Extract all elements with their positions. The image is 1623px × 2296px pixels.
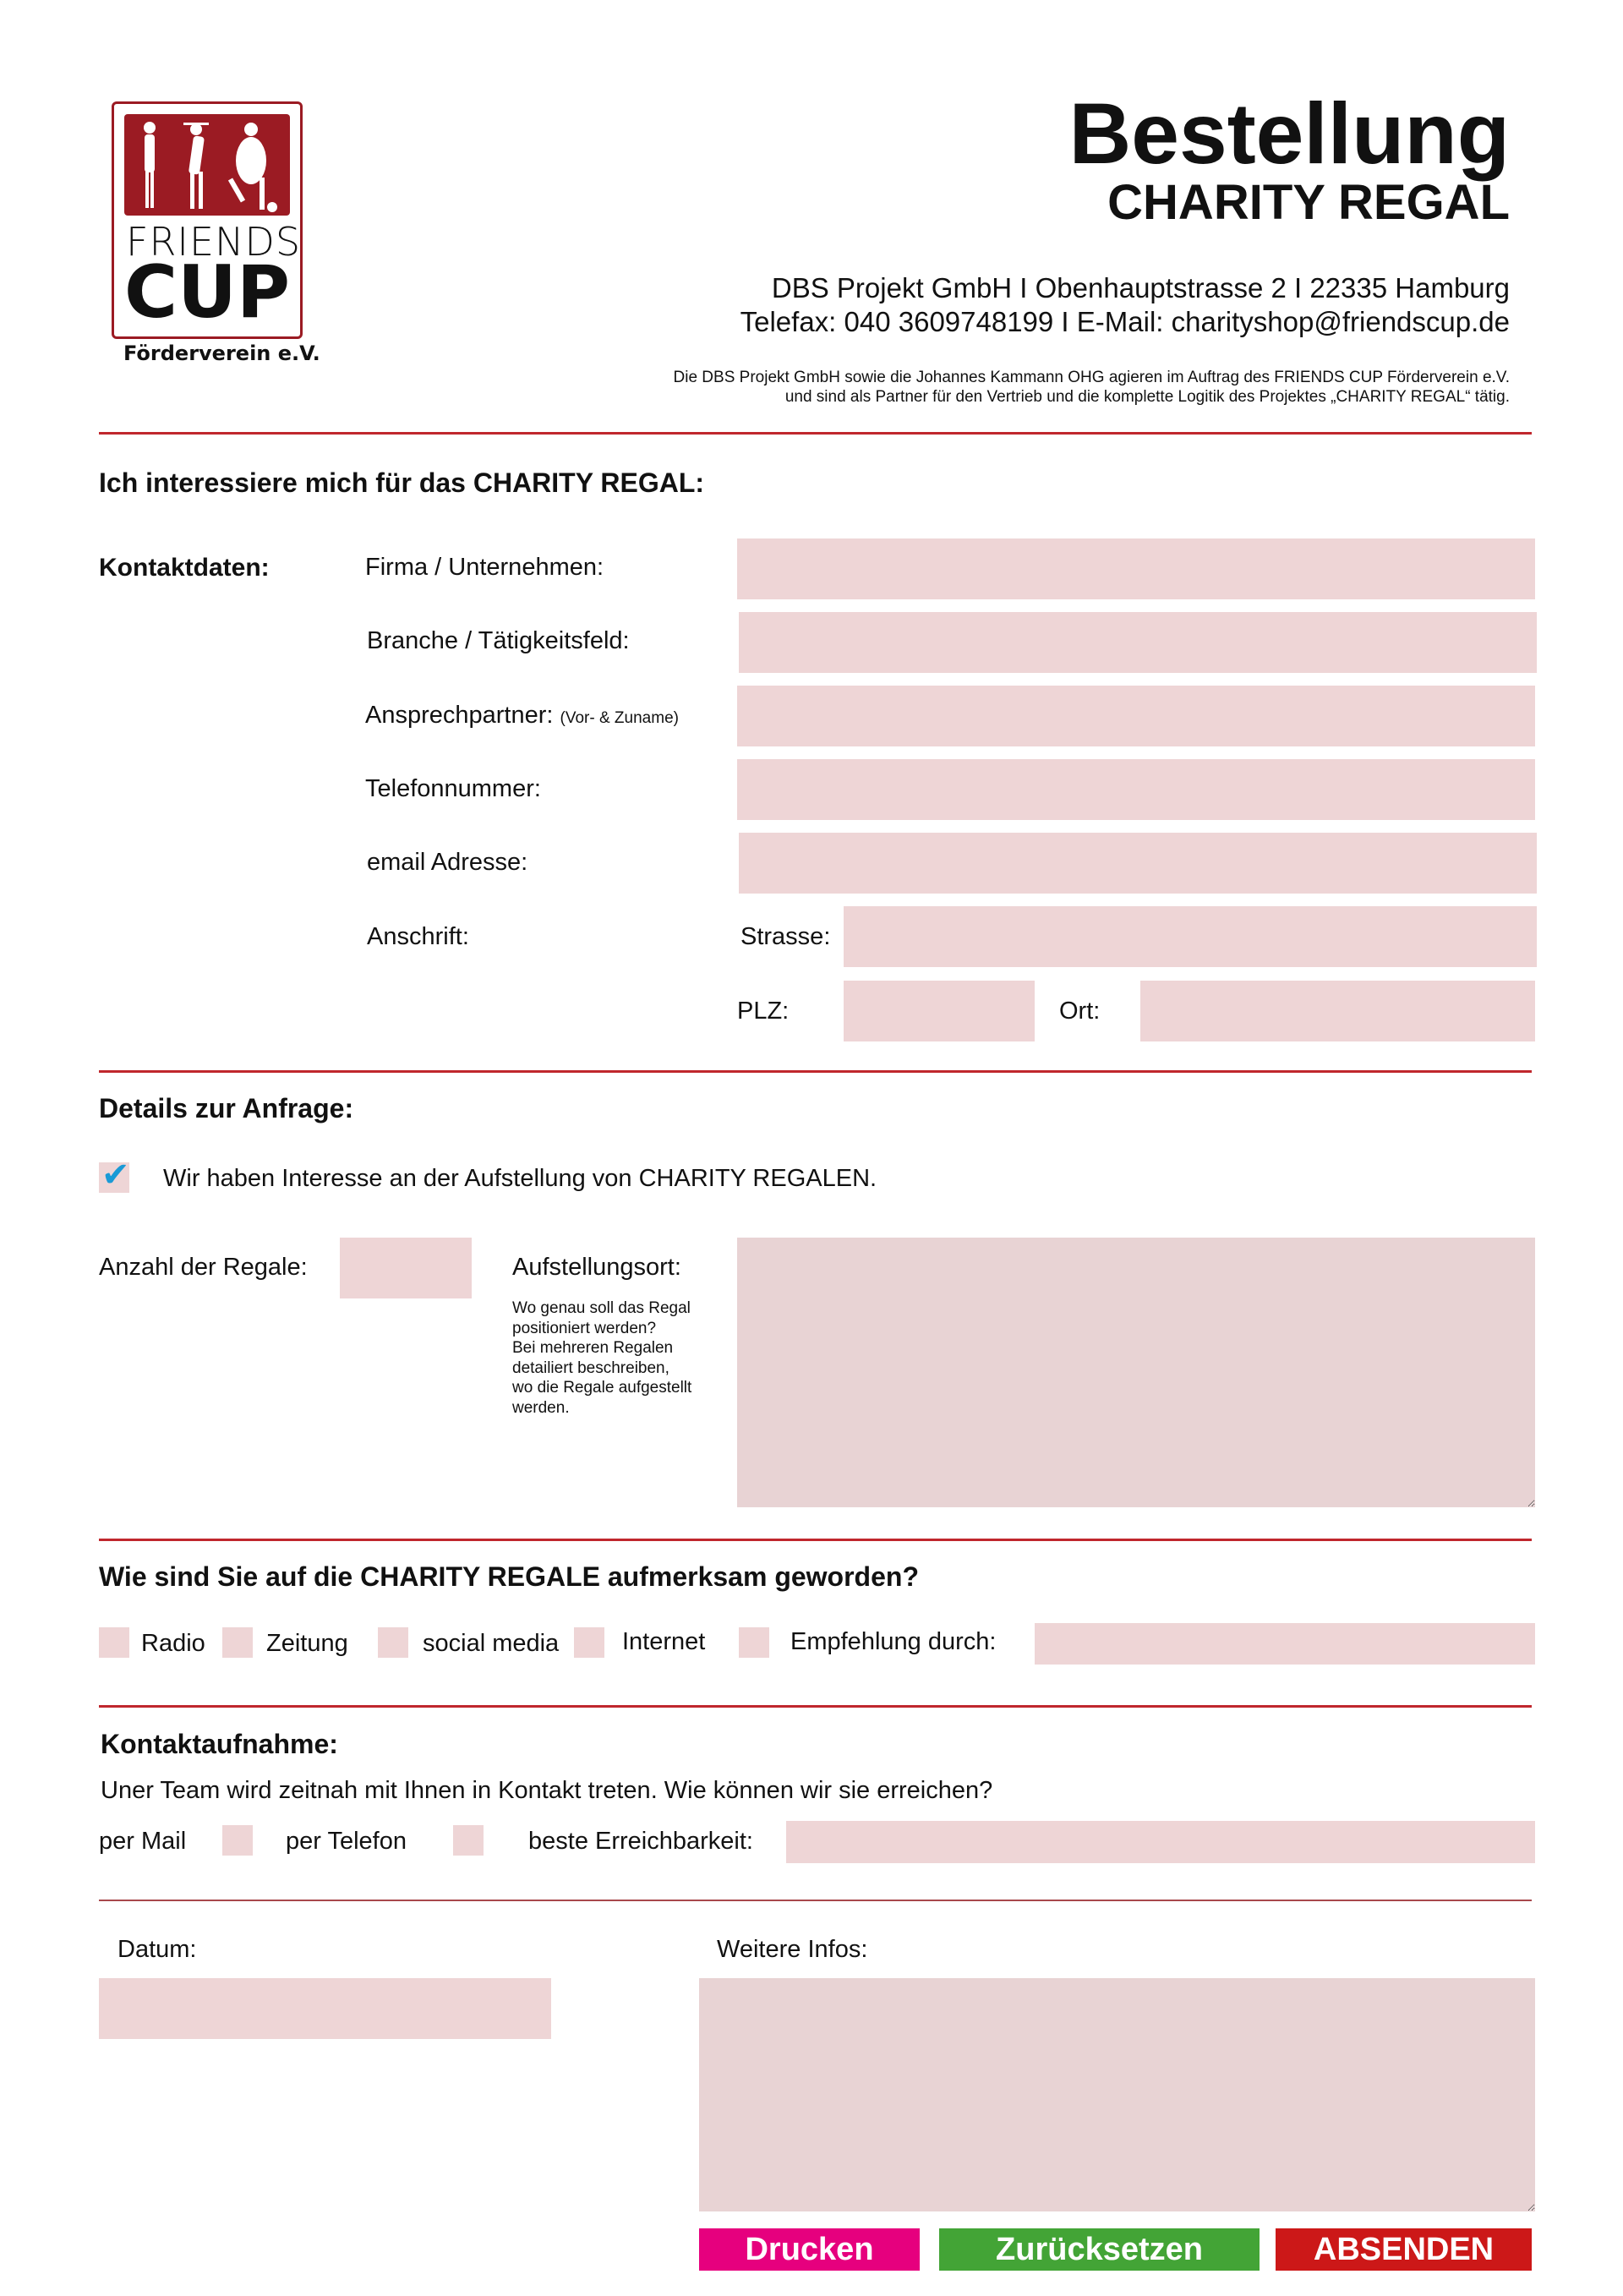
internet-checkbox[interactable]: [574, 1627, 604, 1658]
interest-checkbox[interactable]: [99, 1156, 130, 1194]
email-input[interactable]: [739, 833, 1537, 894]
anzahl-label: Anzahl der Regale:: [99, 1254, 308, 1281]
aufstellungsort-label: Aufstellungsort:: [512, 1254, 681, 1281]
hint-line: detailiert beschreiben,: [512, 1358, 669, 1377]
per-mail-checkbox[interactable]: [222, 1825, 253, 1856]
details-heading: Details zur Anfrage:: [99, 1093, 354, 1123]
branche-input[interactable]: [739, 612, 1537, 673]
empfehlung-label: Empfehlung durch:: [790, 1628, 997, 1655]
partner-note-1: Die DBS Projekt GmbH sowie die Johannes Kammann OHG agieren im Auftrag des FRIENDS CUP Förderverein e.V.: [673, 369, 1510, 386]
erreichbarkeit-label: beste Erreichbarkeit:: [528, 1828, 753, 1855]
erreichbarkeit-input[interactable]: [786, 1821, 1535, 1863]
divider: [99, 432, 1532, 435]
datum-label: Datum:: [117, 1936, 197, 1963]
submit-button[interactable]: ABSENDEN: [1276, 2228, 1532, 2271]
firma-label: Firma / Unternehmen:: [365, 554, 604, 581]
reach-text: Uner Team wird zeitnah mit Ihnen in Kontakt treten. Wie können wir sie erreichen?: [101, 1777, 993, 1804]
ansprech-hint: (Vor- & Zuname): [560, 709, 679, 727]
company-contact: Telefax: 040 3609748199 I E-Mail: charityshop@friendscup.de: [740, 306, 1510, 337]
per-telefon-label: per Telefon: [286, 1828, 407, 1855]
social-media-label: social media: [423, 1630, 560, 1657]
hint-line: positioniert werden?: [512, 1319, 657, 1337]
branche-label: Branche / Tätigkeitsfeld:: [367, 627, 630, 654]
intro-heading: Ich interessiere mich für das CHARITY REGAL:: [99, 467, 705, 498]
divider: [99, 1705, 1532, 1708]
per-mail-label: per Mail: [99, 1828, 187, 1855]
empfehlung-input[interactable]: [1035, 1623, 1535, 1665]
friends-cup-logo: [112, 101, 303, 339]
reach-heading: Kontaktaufnahme:: [101, 1729, 338, 1759]
divider: [99, 1900, 1532, 1901]
telefon-input[interactable]: [737, 759, 1535, 820]
divider: [99, 1539, 1532, 1541]
company-address: DBS Projekt GmbH I Obenhauptstrasse 2 I 22335 Hamburg: [771, 272, 1510, 303]
divider: [99, 1070, 1532, 1073]
athletes-silhouette-icon: [124, 114, 290, 216]
social-media-checkbox[interactable]: [378, 1627, 408, 1658]
logo-cup: CUP: [124, 250, 290, 335]
weitere-infos-textarea[interactable]: [699, 1978, 1535, 2211]
anschrift-label: Anschrift:: [367, 923, 469, 950]
zeitung-label: Zeitung: [266, 1630, 348, 1657]
strasse-input[interactable]: [844, 906, 1537, 967]
page-title: Bestellung: [1068, 85, 1510, 182]
anzahl-input[interactable]: [340, 1238, 472, 1298]
reset-button[interactable]: Zurücksetzen: [939, 2228, 1260, 2271]
radio-label: Radio: [141, 1630, 205, 1657]
internet-label: Internet: [622, 1628, 706, 1655]
ort-input[interactable]: [1140, 981, 1535, 1041]
partner-note-2: und sind als Partner für den Vertrieb und die komplette Logitik des Projektes „CHARITY REGAL“ tätig.: [784, 388, 1510, 406]
zeitung-checkbox[interactable]: [222, 1627, 253, 1658]
per-telefon-checkbox[interactable]: [453, 1825, 484, 1856]
interest-label: Wir haben Interesse an der Aufstellung von CHARITY REGALEN.: [163, 1165, 877, 1192]
aufstellungsort-hint: [512, 1298, 691, 1418]
print-button[interactable]: Drucken: [699, 2228, 920, 2271]
ansprech-label: [365, 702, 679, 730]
hint-line: wo die Regale aufgestellt: [512, 1379, 692, 1397]
logo-subtitle: Förderverein e.V.: [123, 342, 320, 365]
strasse-label: Strasse:: [740, 923, 831, 950]
hint-line: Wo genau soll das Regal: [512, 1299, 691, 1317]
hint-line: Bei mehreren Regalen: [512, 1339, 674, 1357]
page-subtitle: CHARITY REGAL: [1107, 175, 1510, 230]
aufstellungsort-textarea[interactable]: [737, 1238, 1535, 1507]
email-label: email Adresse:: [367, 849, 528, 876]
empfehlung-checkbox[interactable]: [739, 1627, 769, 1658]
radio-checkbox[interactable]: [99, 1627, 129, 1658]
datum-input[interactable]: [99, 1978, 551, 2039]
source-heading: Wie sind Sie auf die CHARITY REGALE aufmerksam geworden?: [99, 1561, 919, 1592]
ansprech-label-text: Ansprechpartner:: [365, 702, 554, 729]
ort-label: Ort:: [1059, 998, 1101, 1025]
plz-label: PLZ:: [737, 998, 790, 1025]
telefon-label: Telefonnummer:: [365, 775, 541, 802]
hint-line: werden.: [512, 1398, 570, 1417]
logo-friends: FRIENDS: [126, 219, 302, 265]
ansprechpartner-input[interactable]: [737, 686, 1535, 746]
weitere-infos-label: Weitere Infos:: [717, 1936, 868, 1963]
plz-input[interactable]: [844, 981, 1035, 1041]
checkmark-icon: ✔: [101, 1156, 130, 1194]
contact-heading: Kontaktdaten:: [99, 554, 270, 582]
firma-input[interactable]: [737, 538, 1535, 599]
